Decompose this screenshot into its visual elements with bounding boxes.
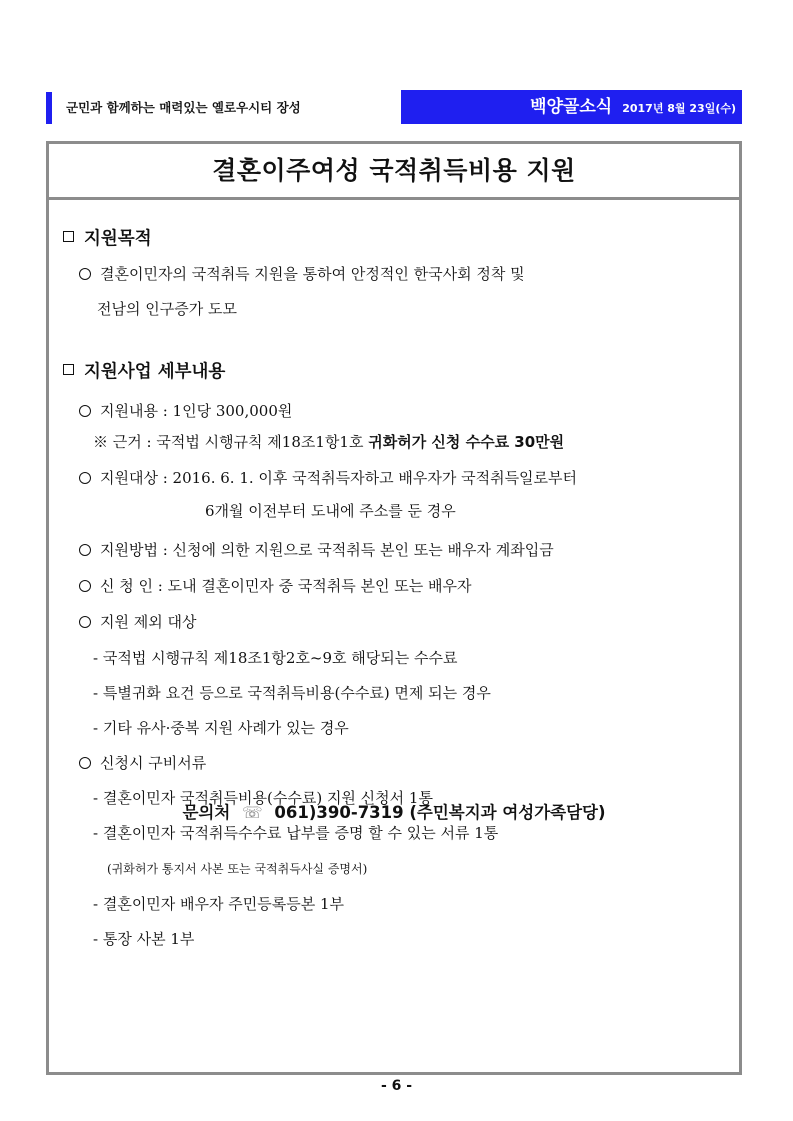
article-frame [46, 141, 742, 1075]
document-item: - 결혼이민자 배우자 주민등록등본 1부 [93, 895, 345, 913]
page-title: 결혼이주여성 국적취득비용 지원 [49, 144, 739, 200]
issue-date: 2017년 8월 23일(수) [622, 102, 736, 115]
circle-bullet-icon [79, 544, 91, 556]
circle-bullet-icon [79, 472, 91, 484]
exclusion-item: - 국적법 시행규칙 제18조1항2호~9호 해당되는 수수료 [93, 649, 458, 667]
page-header [46, 90, 742, 124]
support-target-line-2: 6개월 이전부터 도내에 주소를 둔 경우 [205, 502, 456, 520]
legal-basis: ※ 근거 : 국적법 시행규칙 제18조1항1호 귀화허가 신청 수수료 30만원 [93, 433, 565, 451]
exclusion-item: - 기타 유사·중복 지원 사례가 있는 경우 [93, 719, 349, 737]
contact-phone: 061)390-7319 (주민복지과 여성가족담당) [274, 803, 606, 822]
applicant: 신 청 인 : 도내 결혼이민자 중 국적취득 본인 또는 배우자 [79, 575, 472, 596]
support-content: 지원내용 : 1인당 300,000원 [79, 400, 292, 421]
contact-line [49, 799, 739, 823]
document-item: - 결혼이민자 국적취득수수료 납부를 증명 할 수 있는 서류 1통 [93, 824, 499, 842]
circle-bullet-icon [79, 580, 91, 592]
section-heading-purpose: 지원목적 [63, 225, 152, 250]
support-method: 지원방법 : 신청에 의한 지원으로 국적취득 본인 또는 배우자 계좌입금 [79, 539, 554, 560]
header-slogan: 군민과 함께하는 매력있는 옐로우시티 장성 [46, 92, 401, 124]
telephone-icon: ☏ [242, 803, 263, 822]
contact-label: 문의처 [182, 803, 231, 822]
exclusion-item: - 특별귀화 요건 등으로 국적취득비용(수수료) 면제 되는 경우 [93, 684, 491, 702]
newsletter-name: 백양골소식 [530, 97, 613, 117]
support-target-line-1: 지원대상 : 2016. 6. 1. 이후 국적취득자하고 배우자가 국적취득일로부터 [79, 467, 577, 488]
circle-bullet-icon [79, 268, 91, 280]
circle-bullet-icon [79, 757, 91, 769]
square-bullet-icon [63, 231, 74, 242]
page-number: - 6 - [380, 1078, 413, 1094]
exclusion-heading: 지원 제외 대상 [79, 611, 196, 632]
circle-bullet-icon [79, 616, 91, 628]
fee-highlight: 귀화허가 신청 수수료 30만원 [368, 433, 565, 451]
purpose-line-2: 전남의 인구증가 도모 [97, 300, 237, 318]
document-note: (귀화허가 통지서 사본 또는 국적취득사실 증명서) [107, 862, 368, 876]
circle-bullet-icon [79, 405, 91, 417]
document-item: - 결혼이민자 국적취득비용(수수료) 지원 신청서 1통 [93, 789, 433, 807]
purpose-line-1: 결혼이민자의 국적취득 지원을 통하여 안정적인 한국사회 정착 및 [79, 263, 525, 284]
header-brand-bar [401, 90, 742, 124]
documents-heading: 신청시 구비서류 [79, 752, 206, 773]
document-item: - 통장 사본 1부 [93, 930, 195, 948]
section-heading-details: 지원사업 세부내용 [63, 358, 225, 383]
square-bullet-icon [63, 364, 74, 375]
